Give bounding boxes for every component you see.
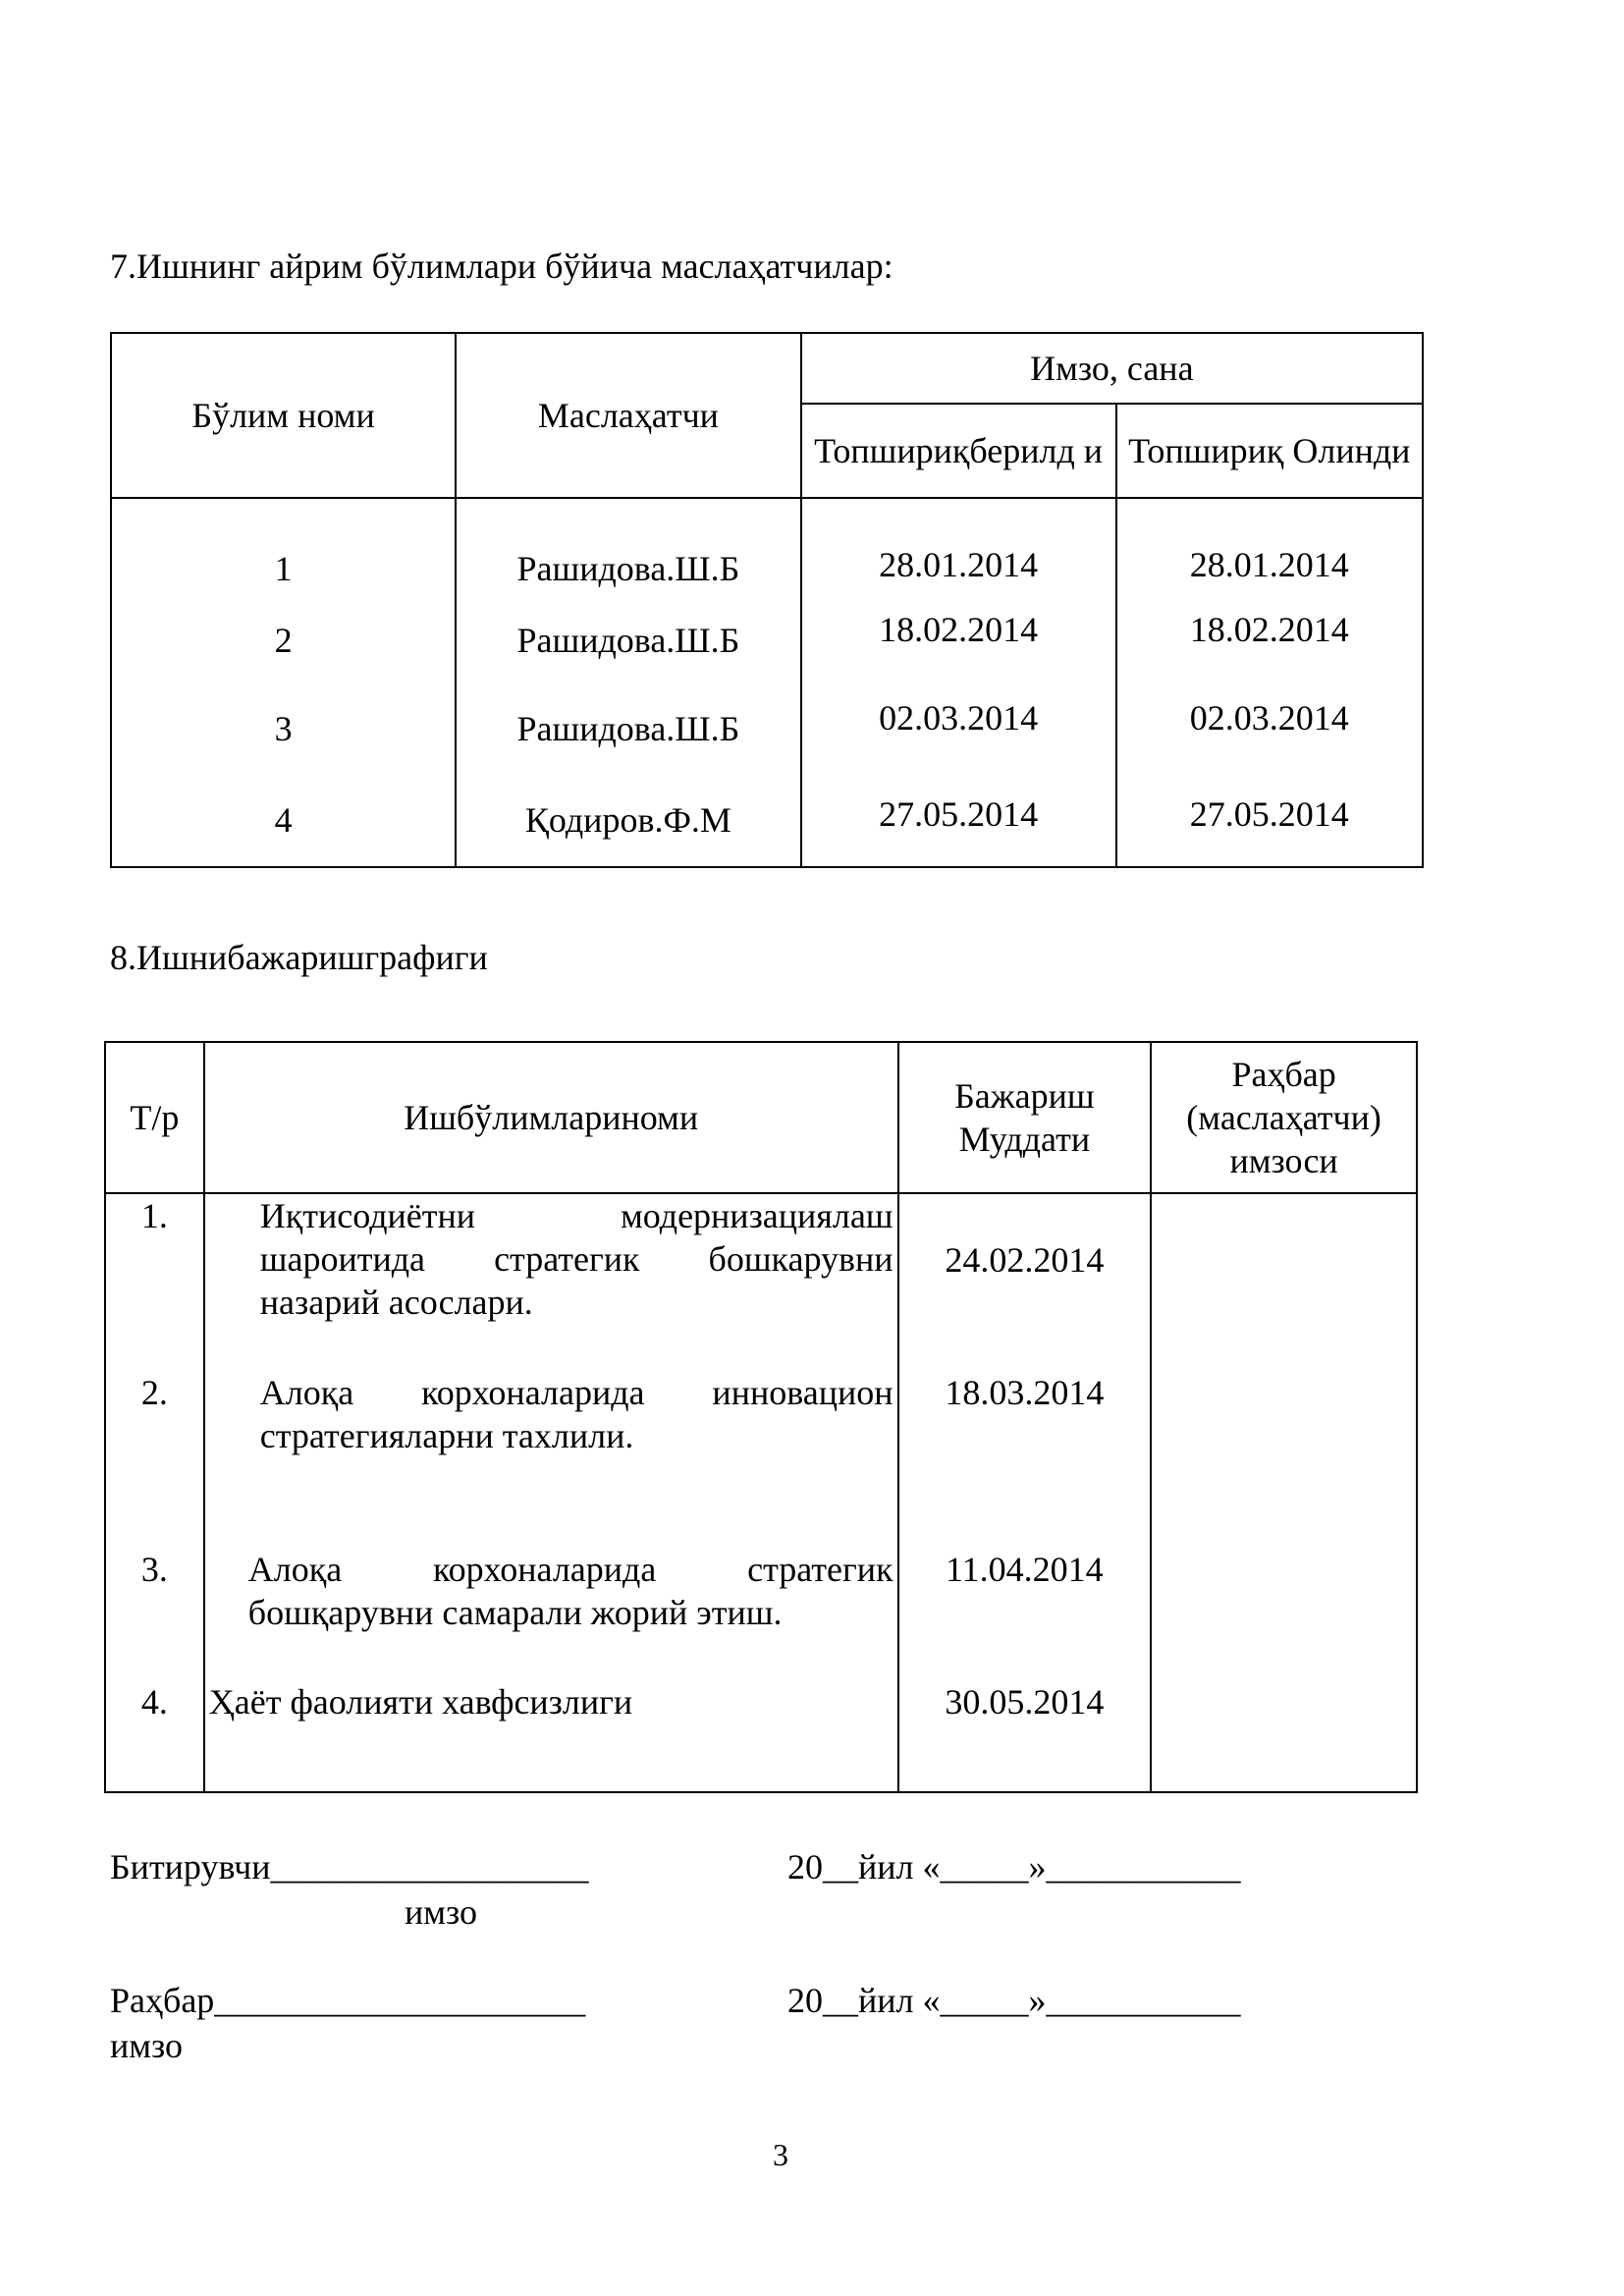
header-supervisor-signature: Раҳбар (маслаҳатчи) имзоси [1151,1042,1417,1193]
graduate-date-line: 20__йил «_____»___________ [787,1847,1241,1886]
table-row [111,596,1423,684]
advisor-name: Рашидова.Ш.Б [456,596,801,684]
number-column [105,1193,204,1792]
schedule-table [104,1041,1418,1793]
header-task-given: Топшириқберилд и [801,404,1116,498]
date-received: 27.05.2014 [1116,773,1424,867]
header-task-received: Топшириқ Олинди [1116,404,1424,498]
supervisor-date-line: 20__йил «_____»___________ [787,1981,1241,2020]
supervisor-signature-line: Раҳбар_____________________ [110,1981,586,2020]
signature-column [1151,1193,1417,1792]
header-deadline: Бажариш Муддати [898,1042,1152,1193]
deadline-date: 11.04.2014 [946,1550,1104,1589]
row-number: 4. [140,1682,168,1722]
page-number: 3 [773,2137,788,2172]
section-text: Алоқа корхоналарида инновацион стратегияларни тахлили. [259,1373,893,1455]
table-row [111,684,1423,773]
row-number: 2. [140,1373,168,1412]
row-number: 4 [111,773,456,867]
deadline-date: 30.05.2014 [945,1682,1105,1722]
row-number: 2 [111,596,456,684]
row-number: 3 [111,684,456,773]
section-text: Ҳаёт фаолияти хавфсизлиги [208,1682,633,1722]
section-text: Алоқа корхоналарида стратегик бошқарувни самарали жорий этиш. [247,1550,893,1632]
section-column [204,1193,898,1792]
header-section-name: Ишбўлимлариноми [204,1042,898,1193]
header-advisor: Маслаҳатчи [456,333,801,498]
header-signature-date: Имзо, сана [801,333,1423,404]
date-received: 28.01.2014 [1116,498,1424,596]
header-section-name: Бўлим номи [111,333,456,498]
graduate-signature-caption: имзо [405,1892,478,1932]
deadline-column [898,1193,1152,1792]
advisor-name: Қодиров.Ф.М [456,773,801,867]
section7-title: 7.Ишнинг айрим бўлимлари бўйича маслаҳатчилар: [110,246,893,286]
section8-title: 8.Ишнибажаришграфиги [110,938,488,977]
advisor-name: Рашидова.Ш.Б [456,684,801,773]
deadline-date: 24.02.2014 [945,1240,1105,1280]
deadline-date: 18.03.2014 [945,1373,1105,1412]
advisor-name: Рашидова.Ш.Б [456,498,801,596]
table-row [111,498,1423,596]
date-given: 02.03.2014 [801,684,1116,773]
date-given: 27.05.2014 [801,773,1116,867]
date-given: 28.01.2014 [801,498,1116,596]
table-row [111,773,1423,867]
graduate-signature-line: Битирувчи__________________ [110,1847,589,1886]
row-number: 3. [140,1550,168,1589]
date-received: 02.03.2014 [1116,684,1424,773]
supervisor-signature-caption: имзо [110,2026,184,2065]
advisors-table [110,332,1424,868]
header-number: Т/р [105,1042,204,1193]
section-text: Иқтисодиётни модернизациялаш шароитида стратегик бошкарувни назарий асослари. [259,1196,893,1322]
row-number: 1. [140,1196,168,1235]
row-number: 1 [111,498,456,596]
date-received: 18.02.2014 [1116,596,1424,684]
date-given: 18.02.2014 [801,596,1116,684]
